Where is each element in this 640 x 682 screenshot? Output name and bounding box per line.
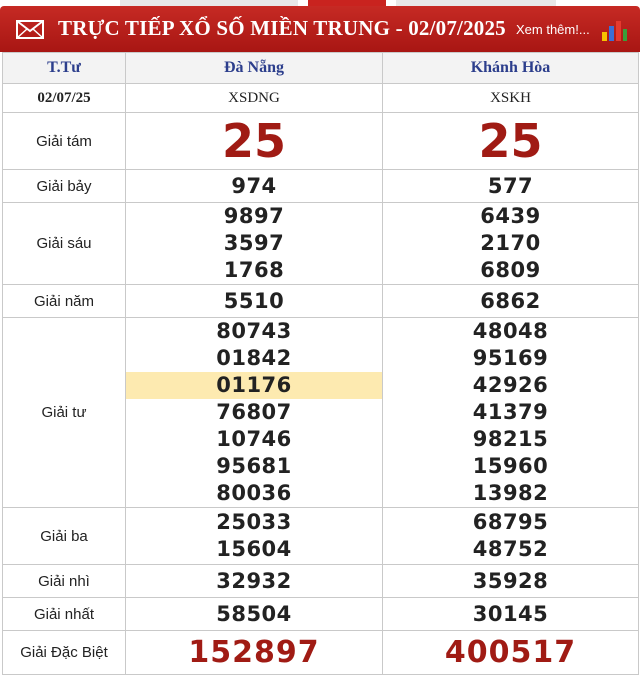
prize-number: 1768: [223, 258, 285, 282]
prize-number: 58504: [126, 598, 383, 631]
prize-row-6: [3, 203, 639, 285]
prize-number: 32932: [126, 565, 383, 598]
day-header: T.Tư: [3, 53, 126, 84]
code-khanh-hoa: XSKH: [383, 84, 639, 113]
prize-label: Giải ba: [3, 508, 126, 565]
prize-number: 95681: [216, 454, 292, 478]
prize-number: 15960: [472, 454, 549, 478]
prize-label: Giải bảy: [3, 170, 126, 203]
prize-number: 6809: [480, 258, 541, 282]
prize-number: 9897: [223, 204, 285, 228]
prize-row-4: [3, 318, 639, 508]
prize-number: 98215: [472, 427, 549, 451]
prize-number: 95169: [472, 346, 549, 370]
prize-number: 80743: [216, 319, 292, 343]
prize-number: 5510: [126, 285, 383, 318]
prize-number: 41379: [472, 400, 549, 424]
prize-row-7: [3, 170, 639, 203]
prize-number: 2170: [480, 231, 541, 255]
prize-number: 10746: [216, 427, 292, 451]
prize-number: 80036: [216, 481, 292, 505]
prize-number: 76807: [216, 400, 292, 424]
prize-number: 3597: [223, 231, 285, 255]
prize-cell: [383, 203, 639, 285]
prize-number: 48752: [472, 537, 549, 561]
special-prize-number: 152897: [126, 631, 383, 675]
see-more-link[interactable]: Xem thêm!...: [516, 22, 590, 37]
draw-date: 02/07/25: [3, 84, 126, 113]
prize-number-highlighted: 01176: [126, 372, 382, 399]
page-title: TRỰC TIẾP XỔ SỐ MIỀN TRUNG - 02/07/2025: [58, 16, 506, 40]
results-header: [0, 6, 640, 52]
prize-cell: [126, 318, 383, 508]
province-header-da-nang[interactable]: Đà Nẵng: [126, 53, 383, 84]
prize-number: 25033: [216, 510, 292, 534]
prize-label: Giải tư: [3, 318, 126, 508]
prize-number: 974: [126, 170, 383, 203]
prize-row-1: [3, 598, 639, 631]
special-prize-number: 400517: [383, 631, 639, 675]
prize-row-special: [3, 631, 639, 675]
prize-number: 42926: [472, 373, 549, 397]
prize-number: 6862: [383, 285, 639, 318]
prize-number: 13982: [472, 481, 549, 505]
prize-number: 68795: [472, 510, 549, 534]
table-header-row: [3, 53, 639, 84]
code-row: [3, 84, 639, 113]
prize-number: 35928: [383, 565, 639, 598]
prize-label: Giải nhất: [3, 598, 126, 631]
prize-number: 01842: [216, 346, 292, 370]
prize-label: Giải sáu: [3, 203, 126, 285]
prize-row-8: [3, 113, 639, 170]
province-header-khanh-hoa[interactable]: Khánh Hòa: [383, 53, 639, 84]
mail-icon[interactable]: [16, 18, 44, 40]
prize-number: 577: [383, 170, 639, 203]
prize-number: 48048: [472, 319, 549, 343]
prize-cell: [126, 508, 383, 565]
prize-cell: [383, 318, 639, 508]
prize-number: 25: [126, 113, 383, 170]
prize-label: Giải năm: [3, 285, 126, 318]
prize-label: Giải Đặc Biệt: [3, 631, 126, 675]
prize-number: 15604: [216, 537, 292, 561]
prize-row-2: [3, 565, 639, 598]
bar-chart-icon[interactable]: [600, 18, 628, 42]
prize-label: Giải nhì: [3, 565, 126, 598]
prize-number: 6439: [480, 204, 541, 228]
prize-label: Giải tám: [3, 113, 126, 170]
prize-cell: [383, 508, 639, 565]
prize-number: 30145: [383, 598, 639, 631]
code-da-nang: XSDNG: [126, 84, 383, 113]
lottery-results-table: [2, 52, 639, 675]
prize-row-3: [3, 508, 639, 565]
prize-cell: [126, 203, 383, 285]
prize-number: 25: [383, 113, 639, 170]
prize-row-5: [3, 285, 639, 318]
